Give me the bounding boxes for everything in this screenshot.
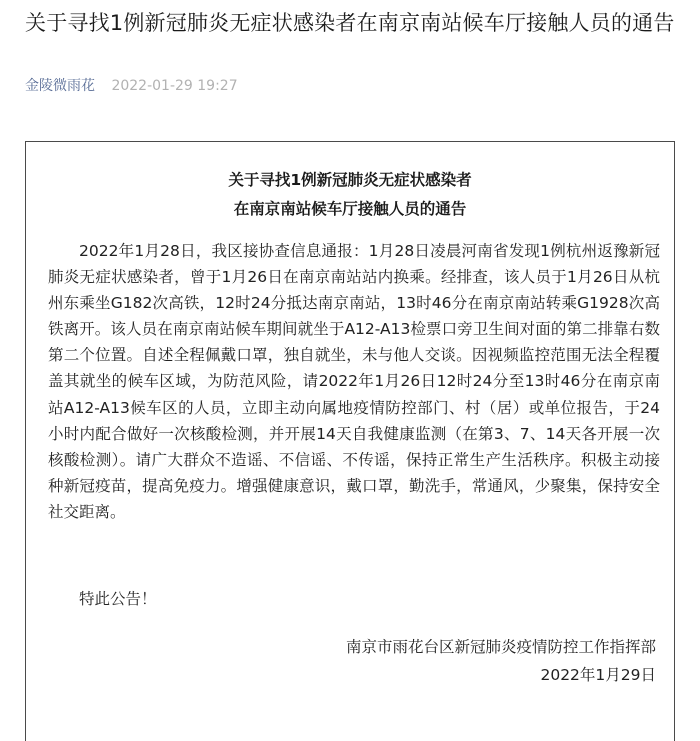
- publish-date: 2022-01-29 19:27: [111, 78, 238, 94]
- notice-heading: [26, 166, 674, 224]
- notice-body: 2022年1月28日，我区接协查信息通报：1月28日凌晨河南省发现1例杭州返豫新冠肺炎无症状感染者，曾于1月26日在南京南站站内换乘。经排查，该人员于1月26日从杭州东乘坐G182次高铁，12时24分抵达南京南站，13时46分在南京南站转乘G1928次高铁离开。该人员在南京南站候车期间就坐于A12-A13检票口旁卫生间对面的第二排靠右数第二个位置。自述全程佩戴口罩，独自就坐，未与他人交谈。因视频监控范围无法全程覆盖其就坐的候车区域，为防范风险，请2022年1月26日12时24分至13时46分在南京南站A12-A13候车区的人员，立即主动向属地疫情防控部门、村（居）或单位报告，于24小时内配合做好一次核酸检测，并开展14天自我健康监测（在第3、7、14天各开展一次核酸检测）。请广大群众不造谣、不信谣、不传谣，保持正常生产生活秩序。积极主动接种新冠疫苗，提高免疫力。增强健康意识，戴口罩，勤洗手，常通风，少聚集，保持安全社交距离。: [48, 242, 660, 521]
- notice-issuer: 南京市雨花台区新冠肺炎疫情防控工作指挥部: [345, 638, 656, 656]
- article-meta: [25, 76, 238, 96]
- notice-heading-line2: 在南京南站候车厅接触人员的通告: [233, 200, 467, 218]
- article-title: 关于寻找1例新冠肺炎无症状感染者在南京南站候车厅接触人员的通告: [25, 11, 675, 35]
- notice-issue-date: 2022年1月29日: [540, 666, 656, 684]
- notice-heading-line1: 关于寻找1例新冠肺炎无症状感染者: [228, 171, 472, 189]
- notice-closing: 特此公告！: [79, 590, 157, 608]
- author-link[interactable]: 金陵微雨花: [25, 78, 95, 94]
- notice-box: [25, 141, 675, 741]
